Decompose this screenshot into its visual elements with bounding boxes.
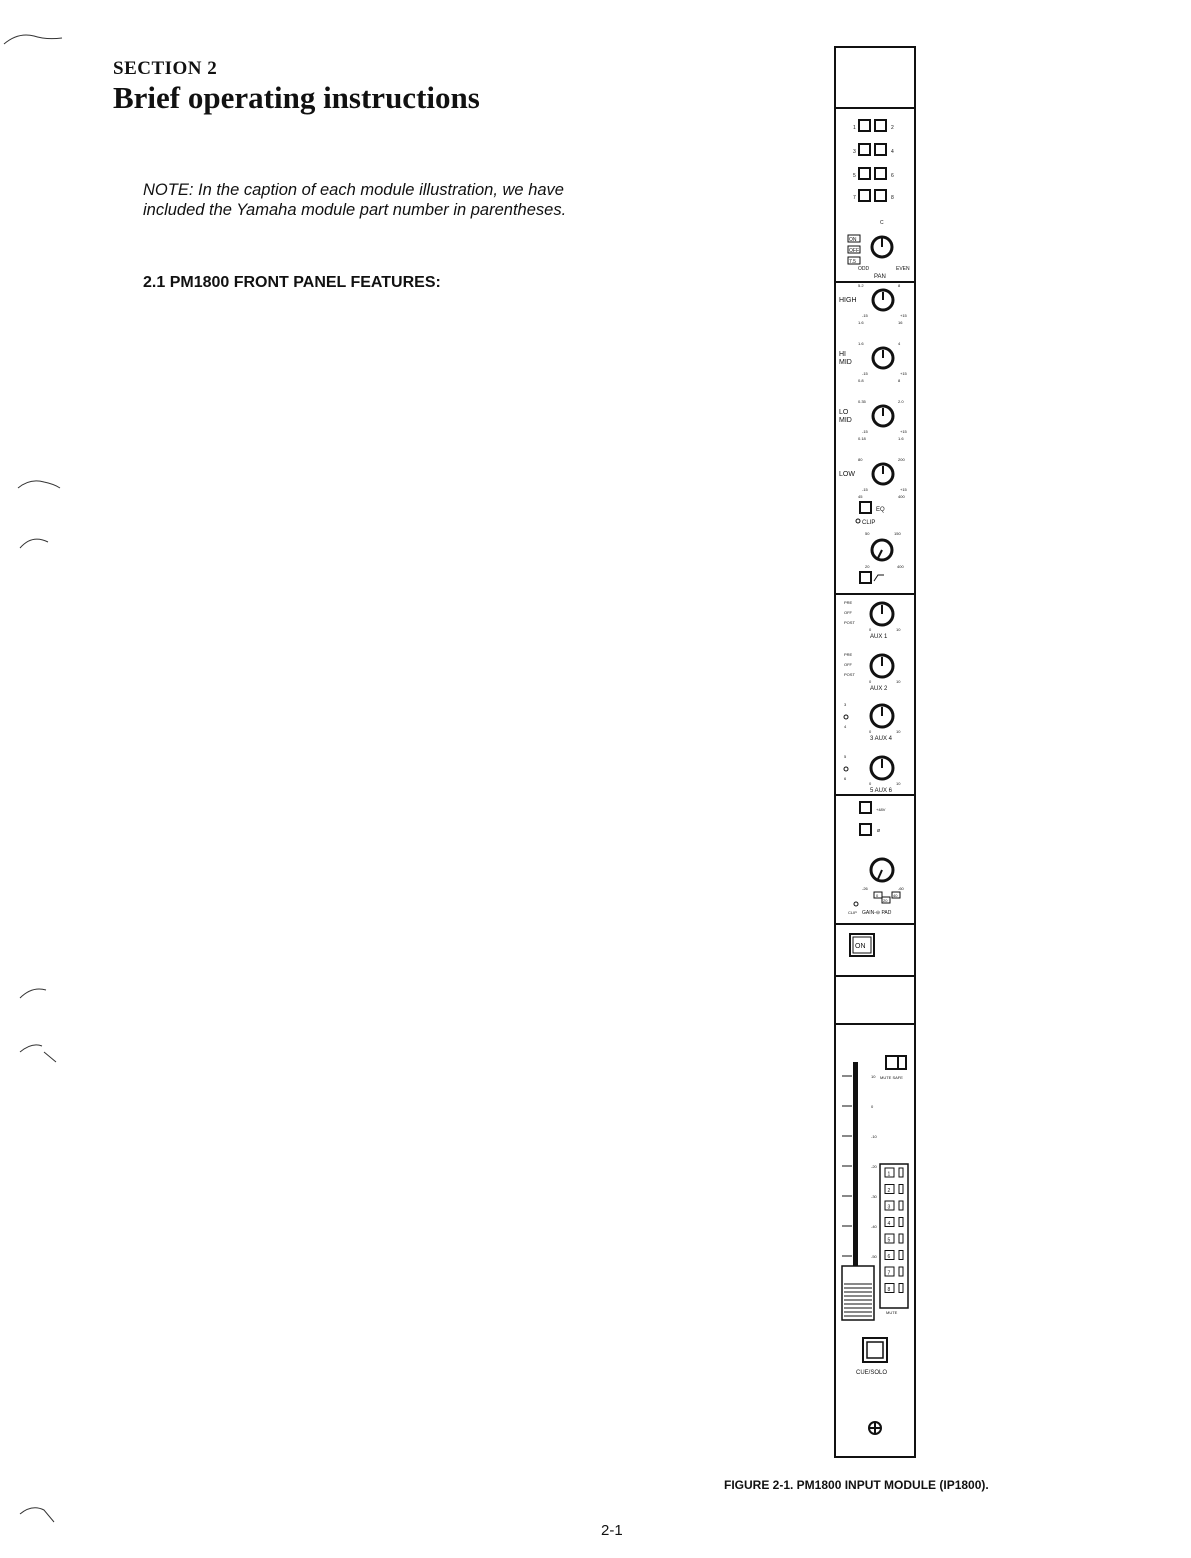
gain-max-label: -60 [898, 886, 904, 891]
eq-band [839, 457, 908, 499]
fader-scale-label: 0 [871, 1104, 874, 1109]
pan-on-button[interactable]: ON [849, 237, 857, 243]
margin-mark [0, 1040, 70, 1064]
eq-band-label: MID [839, 417, 852, 424]
eq-freq-label: 0.35 [858, 399, 866, 404]
hpf-scale-label: 50 [865, 531, 870, 536]
eq-freq-label: 1.6 [858, 341, 864, 346]
aux-switch-label: POST [844, 620, 855, 625]
hpf-icon [874, 575, 884, 581]
eq-band-label: MID [839, 359, 852, 366]
aux-max-label: 10 [896, 679, 901, 684]
pan-center-label: C [880, 220, 884, 226]
mute-group-number: 8 [887, 1287, 891, 1293]
aux-switch-label: OFF [844, 662, 852, 667]
module-drawing [836, 48, 914, 1456]
assign-number: 1 [853, 125, 856, 131]
eq-max-label: +15 [900, 313, 907, 318]
eq-max-label: +15 [900, 487, 907, 492]
aux-switch-label: POST [844, 672, 855, 677]
pan-odd-label: ODD [858, 266, 870, 272]
assign-number: 4 [891, 149, 894, 155]
eq-freq-label: 45 [858, 494, 863, 499]
aux-switch-label: 5 [844, 754, 847, 759]
hpf-button[interactable] [860, 572, 871, 583]
eq-band [839, 341, 908, 383]
eq-freq-label: 0.18 [858, 436, 866, 441]
mute-group-number: 5 [887, 1237, 891, 1244]
aux-max-label: 10 [896, 729, 901, 734]
fader-scale-label: -50 [871, 1254, 877, 1259]
mute-group-number: 6 [887, 1254, 891, 1260]
aux-label: 5 AUX 6 [870, 788, 893, 794]
aux-send [844, 754, 901, 794]
fader-scale-label: -40 [871, 1224, 877, 1229]
phantom-label: +48V [876, 807, 886, 812]
aux-pair-switch-icon[interactable] [844, 767, 848, 771]
eq-label: EQ [876, 507, 885, 513]
eq-min-label: -15 [862, 487, 868, 492]
section-label: SECTION 2 [113, 58, 218, 79]
figure-caption: FIGURE 2-1. PM1800 INPUT MODULE (IP1800). [724, 1478, 989, 1492]
eq-band-label: LO [839, 409, 849, 416]
hpf-scale-label: 400 [897, 564, 904, 569]
eq-band-label: HIGH [839, 297, 857, 304]
pan-7-5-button[interactable]: 7.5 [849, 259, 856, 265]
phantom-button[interactable] [860, 802, 871, 813]
mute-group-indicator [899, 1218, 903, 1227]
pan-even-label: EVEN [896, 266, 910, 272]
eq-max-label: +15 [900, 371, 907, 376]
assign-buttons[interactable] [859, 120, 886, 201]
aux-min-label: 0 [869, 781, 872, 786]
eq-band-label: HI [839, 351, 846, 358]
mute-group-number: 1 [887, 1171, 891, 1178]
eq-band [839, 283, 908, 325]
aux-min-label: 0 [869, 729, 872, 734]
pan-label: PAN [874, 274, 886, 280]
eq-clip-label: CLIP [862, 520, 876, 526]
aux-switch-label: 4 [844, 724, 847, 729]
eq-freq-label: 5.2 [858, 283, 864, 288]
pan-off-button[interactable]: OFF [849, 248, 859, 254]
eq-freq-label: 0.8 [858, 378, 864, 383]
hpf-scale-label: 150 [894, 531, 901, 536]
assign-number: 7 [853, 195, 856, 201]
aux-send [844, 702, 901, 742]
margin-mark [0, 982, 70, 1006]
eq-freq-label: 8 [898, 378, 901, 383]
cue-solo-label: CUE/SOLO [856, 1370, 888, 1376]
aux-switch-label: PRE [844, 600, 853, 605]
fader-scale-label: -30 [871, 1194, 877, 1199]
eq-freq-label: 200 [898, 457, 905, 462]
aux-min-label: 0 [869, 679, 872, 684]
assign-number: 8 [891, 195, 894, 201]
mute-group-indicator [899, 1284, 903, 1293]
mute-group-indicator [899, 1267, 903, 1276]
mute-safe-label: MUTE SAFE [880, 1075, 903, 1080]
eq-freq-label: 16 [898, 320, 903, 325]
eq-min-label: -15 [862, 429, 868, 434]
mute-group-number: 3 [887, 1204, 891, 1211]
eq-freq-label: 80 [858, 457, 863, 462]
eq-max-label: +15 [900, 429, 907, 434]
note-paragraph: NOTE: In the caption of each module illustration, we have included the Yamaha module part number in parentheses. [143, 181, 567, 219]
gain-min-label: -26 [862, 886, 868, 891]
mute-group-indicator [899, 1185, 903, 1194]
fader-scale-label: -20 [871, 1164, 877, 1169]
mounting-screw-icon [869, 1422, 881, 1434]
aux-switch-label: 3 [844, 702, 847, 707]
aux-max-label: 10 [896, 627, 901, 632]
phase-label: ø [877, 828, 881, 834]
eq-band [839, 399, 908, 441]
channel-on-label: ON [855, 943, 866, 950]
eq-freq-label: 400 [898, 494, 905, 499]
gain-clip-label: CLIP [848, 910, 857, 915]
mute-group-indicator [899, 1201, 903, 1210]
gain-pad-label: GAIN-⊖ PAD [862, 910, 892, 916]
aux-min-label: 0 [869, 627, 872, 632]
eq-freq-label: 8 [898, 283, 901, 288]
margin-mark [0, 530, 70, 554]
aux-max-label: 10 [896, 781, 901, 786]
aux-label: 3 AUX 4 [870, 736, 893, 742]
mute-safe-button[interactable] [886, 1056, 906, 1069]
hpf-scale-label: 20 [865, 564, 870, 569]
pad-40-button[interactable]: 40 [893, 893, 898, 898]
aux-pair-switch-icon[interactable] [844, 715, 848, 719]
margin-mark [0, 28, 70, 52]
aux-switch-label: PRE [844, 652, 853, 657]
aux-label: AUX 1 [870, 634, 888, 640]
eq-button[interactable] [860, 502, 871, 513]
aux-send [844, 652, 901, 692]
assign-number: 2 [891, 125, 894, 131]
mute-group-indicator [899, 1251, 903, 1260]
mute-group-number: 4 [887, 1221, 891, 1227]
eq-band-label: LOW [839, 471, 855, 478]
aux-label: AUX 2 [870, 686, 888, 692]
page-number: 2-1 [601, 1522, 623, 1539]
aux-send [844, 600, 901, 640]
fader-scale-label: -10 [871, 1134, 877, 1139]
fader-scale-label: 10 [871, 1074, 876, 1079]
eq-min-label: -15 [862, 371, 868, 376]
eq-freq-label: 1.6 [898, 436, 904, 441]
margin-mark [0, 472, 70, 496]
eq-freq-label: 4 [898, 341, 901, 346]
section-subheading: 2.1 PM1800 FRONT PANEL FEATURES: [143, 274, 441, 291]
mute-group-indicator [899, 1168, 903, 1177]
eq-freq-label: 1.6 [858, 320, 864, 325]
eq-freq-label: 2.0 [898, 399, 904, 404]
pad-0-button[interactable]: 0 [876, 893, 879, 898]
margin-mark [0, 1502, 70, 1526]
assign-number: 5 [853, 173, 856, 179]
mute-group-number: 7 [887, 1270, 891, 1277]
pad-20-button[interactable]: 20 [883, 898, 888, 903]
assign-number: 6 [891, 173, 894, 179]
phase-button[interactable] [860, 824, 871, 835]
aux-switch-label: OFF [844, 610, 852, 615]
input-module-figure [834, 46, 916, 1458]
assign-number: 3 [853, 149, 856, 155]
aux-switch-label: 6 [844, 776, 847, 781]
mute-group-number: 2 [887, 1188, 891, 1194]
page-title: Brief operating instructions [113, 80, 480, 115]
eq-min-label: -15 [862, 313, 868, 318]
mute-group-indicator [899, 1234, 903, 1243]
mute-label: MUTE [886, 1310, 898, 1315]
